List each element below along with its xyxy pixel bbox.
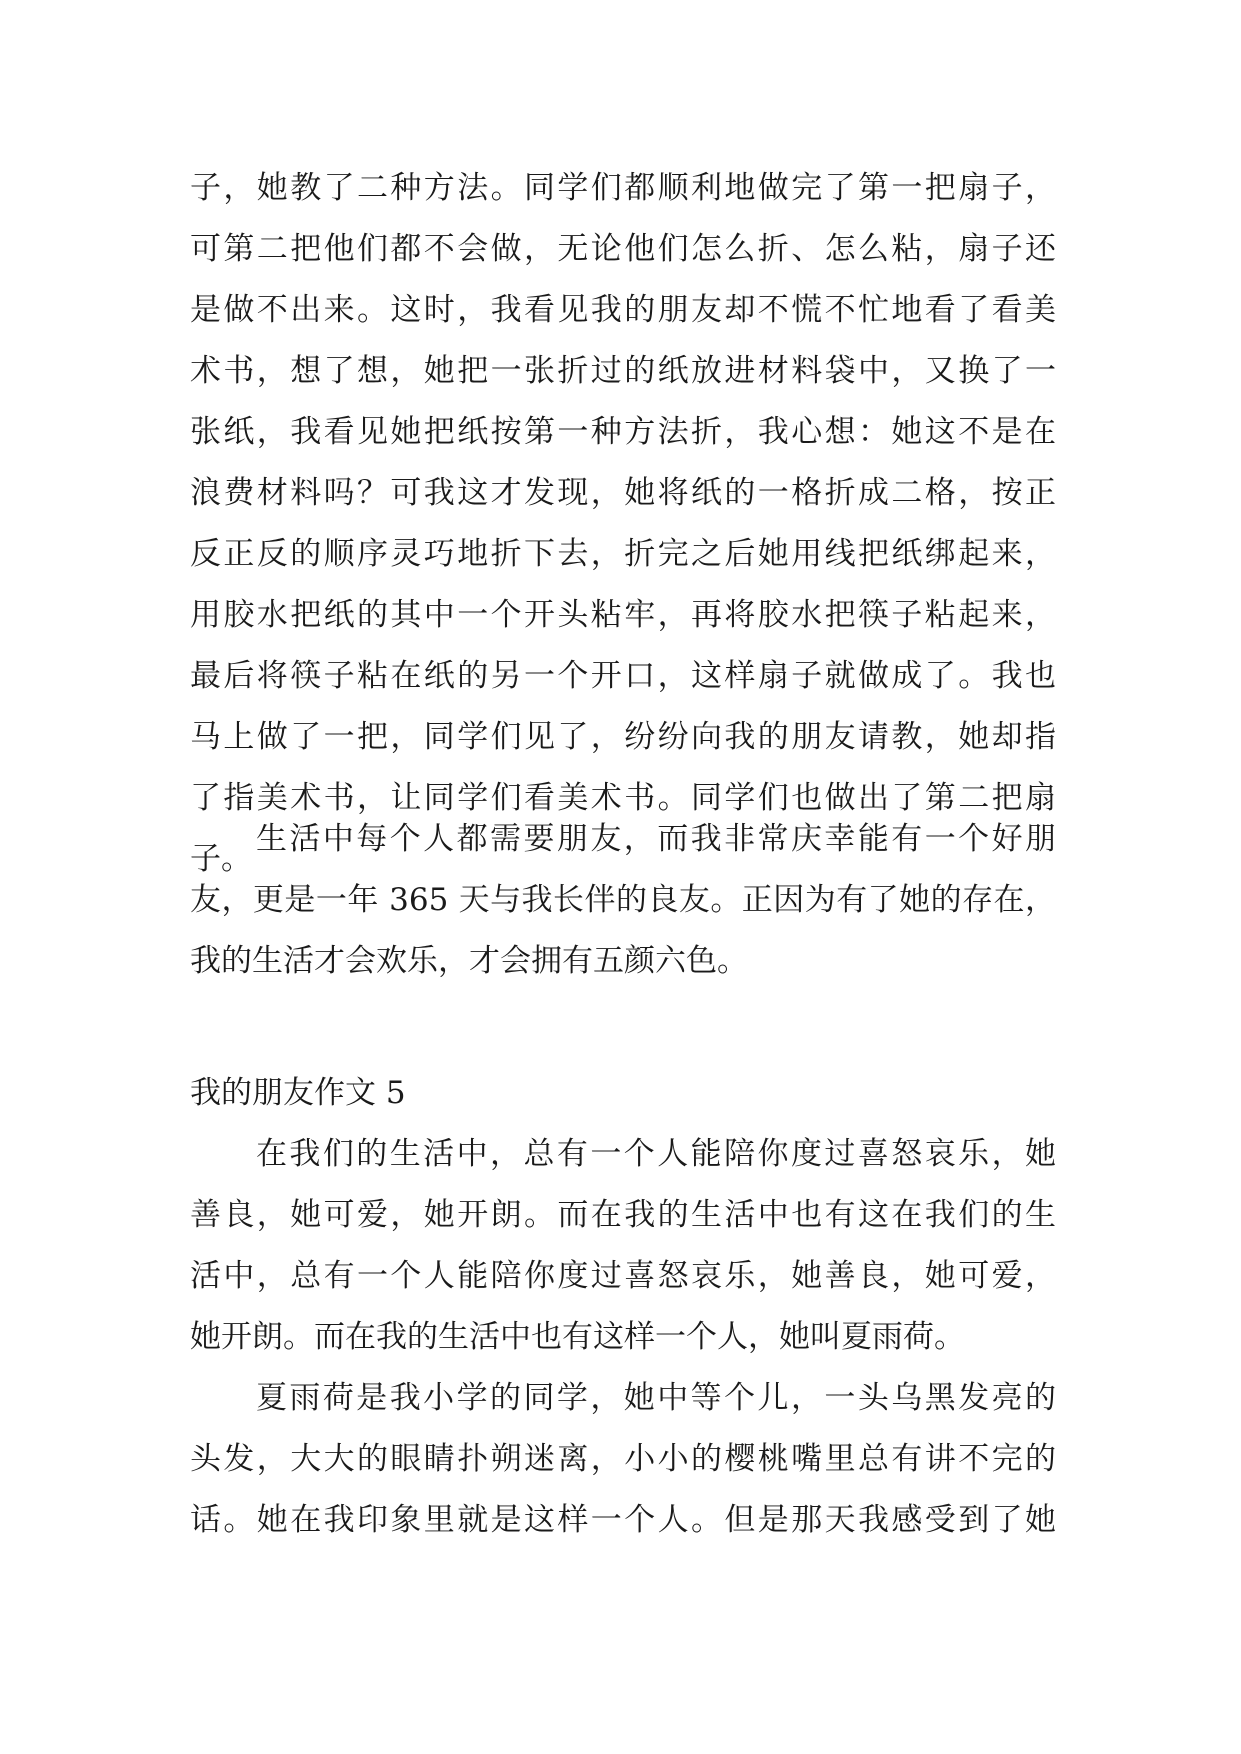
text-line: 张纸，我看见她把纸按第一种方法折，我心想：她这不是在	[190, 414, 1056, 450]
section-title: 我的朋友作文 5	[190, 1075, 406, 1111]
text-line: 善良，她可爱，她开朗。而在我的生活中也有这在我们的生	[190, 1197, 1056, 1233]
text-line: 我的生活才会欢乐，才会拥有五颜六色。	[190, 943, 748, 979]
text-line: 了指美术书，让同学们看美术书。同学们也做出了第二把扇	[190, 780, 1056, 816]
text-line: 她开朗。而在我的生活中也有这样一个人，她叫夏雨荷。	[190, 1319, 965, 1355]
text-line: 夏雨荷是我小学的同学，她中等个儿，一头乌黑发亮的	[256, 1380, 1056, 1416]
text-line: 是做不出来。这时，我看见我的朋友却不慌不忙地看了看美	[190, 292, 1056, 328]
text-line: 头发，大大的眼睛扑朔迷离，小小的樱桃嘴里总有讲不完的	[190, 1441, 1056, 1477]
paragraph-conclusion	[190, 809, 1056, 992]
text-line: 浪费材料吗？可我这才发现，她将纸的一格折成二格，按正	[190, 475, 1056, 511]
text-line: 最后将筷子粘在纸的另一个开口，这样扇子就做成了。我也	[190, 658, 1056, 694]
text-line: 子，她教了二种方法。同学们都顺利地做完了第一把扇子，	[190, 170, 1056, 206]
text-line: 在我们的生活中，总有一个人能陪你度过喜怒哀乐，她	[256, 1136, 1056, 1172]
text-line: 活中，总有一个人能陪你度过喜怒哀乐，她善良，她可爱，	[190, 1258, 1056, 1294]
paragraph-fan-making	[190, 158, 1056, 890]
text-line: 术书，想了想，她把一张折过的纸放进材料袋中，又换了一	[190, 353, 1056, 389]
text-line: 用胶水把纸的其中一个开头粘牢，再将胶水把筷子粘起来，	[190, 597, 1056, 633]
text-line: 反正反的顺序灵巧地折下去，折完之后她用线把纸绑起来，	[190, 536, 1056, 572]
text-line: 生活中每个人都需要朋友，而我非常庆幸能有一个好朋	[256, 821, 1056, 857]
paragraph-description	[190, 1368, 1056, 1551]
text-line: 马上做了一把，同学们见了，纷纷向我的朋友请教，她却指	[190, 719, 1056, 755]
text-line: 可第二把他们都不会做，无论他们怎么折、怎么粘，扇子还	[190, 231, 1056, 267]
text-line: 子。	[190, 841, 252, 877]
paragraph-intro	[190, 1124, 1056, 1368]
text-line: 友，更是一年 365 天与我长伴的良友。正因为有了她的存在，	[190, 882, 1056, 918]
text-line: 话。她在我印象里就是这样一个人。但是那天我感受到了她	[190, 1502, 1056, 1538]
